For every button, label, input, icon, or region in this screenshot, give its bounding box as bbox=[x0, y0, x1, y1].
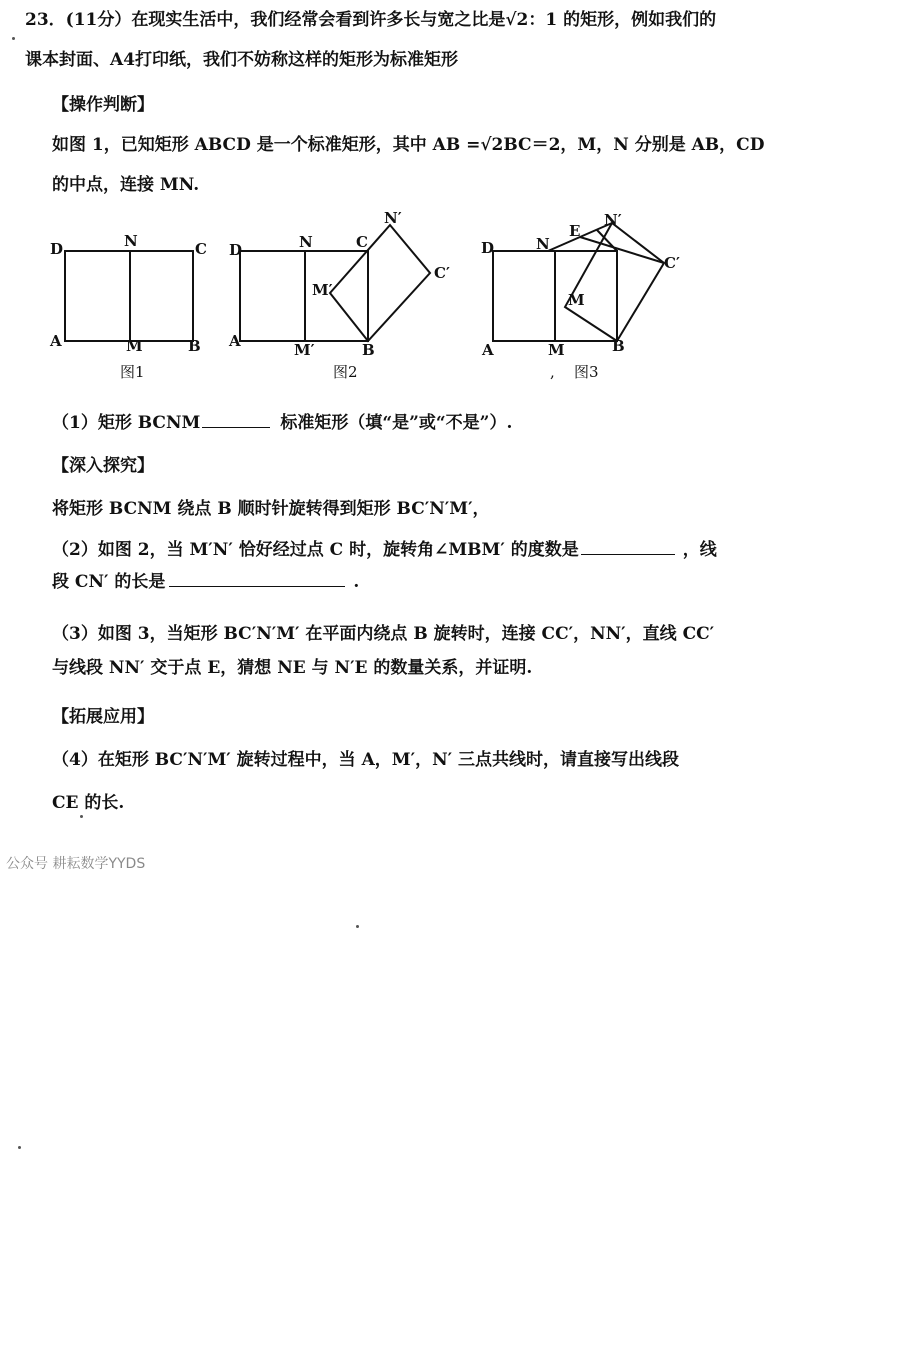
scan-speck bbox=[356, 925, 359, 928]
q2-angle-blank[interactable] bbox=[581, 540, 675, 555]
fig2-caption: 图2 bbox=[333, 363, 358, 381]
question-3-line-1: （3）如图 3，当矩形 BC′N′M′ 在平面内绕点 B 旋转时，连接 CC′，NN′，直线 CC′ bbox=[52, 624, 715, 644]
fig3-label-n-prime: N′ bbox=[604, 211, 622, 229]
figures-panel bbox=[0, 205, 917, 390]
fig3-label-c-prime: C′ bbox=[664, 254, 680, 272]
fig3-label-n: N bbox=[536, 235, 550, 253]
scan-speck bbox=[80, 815, 83, 818]
fig1-label-a: A bbox=[50, 332, 62, 350]
fig2-label-c: C bbox=[356, 233, 368, 251]
q1-prefix: （1）矩形 BCNM bbox=[52, 413, 201, 433]
figure-1 bbox=[65, 251, 193, 341]
q2-length-blank[interactable] bbox=[169, 572, 345, 587]
rotate-statement: 将矩形 BCNM 绕点 B 顺时针旋转得到矩形 BC′N′M′， bbox=[52, 499, 490, 519]
watermark: 公众号 耕耘数学YYDS bbox=[6, 856, 146, 872]
q2-line2-suffix: . bbox=[353, 572, 360, 592]
fig1-label-m: M bbox=[126, 337, 143, 355]
section-operation-judgement: 【操作判断】 bbox=[52, 95, 154, 115]
scan-speck bbox=[12, 37, 15, 40]
q1-answer-blank[interactable] bbox=[202, 413, 270, 428]
scan-speck bbox=[18, 1146, 21, 1149]
intro-line-1: 23．(11分）在现实生活中，我们经常会看到许多长与宽之比是√2：1 的矩形，例如我们的 bbox=[25, 10, 717, 30]
intro-line-2: 课本封面、A4打印纸，我们不妨称这样的矩形为标准矩形 bbox=[25, 50, 459, 70]
question-1 bbox=[52, 408, 512, 433]
fig3-label-b: B bbox=[612, 337, 625, 355]
fig3-rotated-rect bbox=[565, 223, 664, 341]
figure-2 bbox=[240, 225, 430, 341]
fig3-label-e: E bbox=[569, 222, 581, 240]
fig2-label-c-prime: C′ bbox=[434, 264, 450, 282]
fig2-label-a: A bbox=[229, 332, 241, 350]
given-line-2: 的中点，连接 MN. bbox=[52, 175, 200, 195]
fig3-segment-nc bbox=[612, 223, 664, 263]
fig2-label-n: N bbox=[299, 233, 313, 251]
question-2-line-2 bbox=[52, 567, 359, 592]
fig2-rotated-rect bbox=[330, 225, 430, 341]
fig2-label-n-prime: N′ bbox=[384, 209, 402, 227]
q2-suffix: ，线 bbox=[682, 540, 717, 560]
q2-line2-prefix: 段 CN′ 的长是 bbox=[52, 572, 166, 592]
fig1-caption: 图1 bbox=[120, 363, 145, 381]
section-deep-exploration: 【深入探究】 bbox=[52, 456, 154, 476]
question-2-line-1 bbox=[52, 535, 717, 560]
figure-3 bbox=[493, 223, 664, 341]
fig3-label-m: M bbox=[548, 341, 565, 359]
fig3-label-a: A bbox=[482, 341, 494, 359]
fig2-label-m-prime-top: M′ bbox=[312, 281, 333, 299]
question-4-line-2: CE 的长. bbox=[52, 793, 125, 813]
fig1-label-c: C bbox=[195, 240, 207, 258]
section-extension: 【拓展应用】 bbox=[52, 707, 154, 727]
fig3-comma: , bbox=[550, 363, 555, 381]
question-3-line-2: 与线段 NN′ 交于点 E，猜想 NE 与 N′E 的数量关系，并证明. bbox=[52, 658, 533, 678]
given-line-1: 如图 1，已知矩形 ABCD 是一个标准矩形，其中 AB =√2BC＝2，M，N 分别是 AB，CD bbox=[52, 135, 765, 155]
fig1-label-d: D bbox=[50, 240, 64, 258]
fig2-label-d: D bbox=[229, 241, 243, 259]
q1-suffix: 标准矩形（填“是”或“不是”）. bbox=[280, 413, 513, 433]
question-4-line-1: （4）在矩形 BC′N′M′ 旋转过程中，当 A，M′，N′ 三点共线时，请直接写出线段 bbox=[52, 750, 680, 770]
fig3-label-d: D bbox=[481, 239, 495, 257]
fig1-label-b: B bbox=[188, 337, 201, 355]
fig1-label-n: N bbox=[124, 232, 138, 250]
fig3-label-m-inner: M bbox=[568, 291, 585, 309]
fig2-label-b: B bbox=[362, 341, 375, 359]
fig3-caption: 图3 bbox=[574, 363, 599, 381]
q2-prefix: （2）如图 2，当 M′N′ 恰好经过点 C 时，旋转角∠MBM′ 的度数是 bbox=[52, 540, 579, 560]
fig2-label-m-prime: M′ bbox=[294, 341, 315, 359]
